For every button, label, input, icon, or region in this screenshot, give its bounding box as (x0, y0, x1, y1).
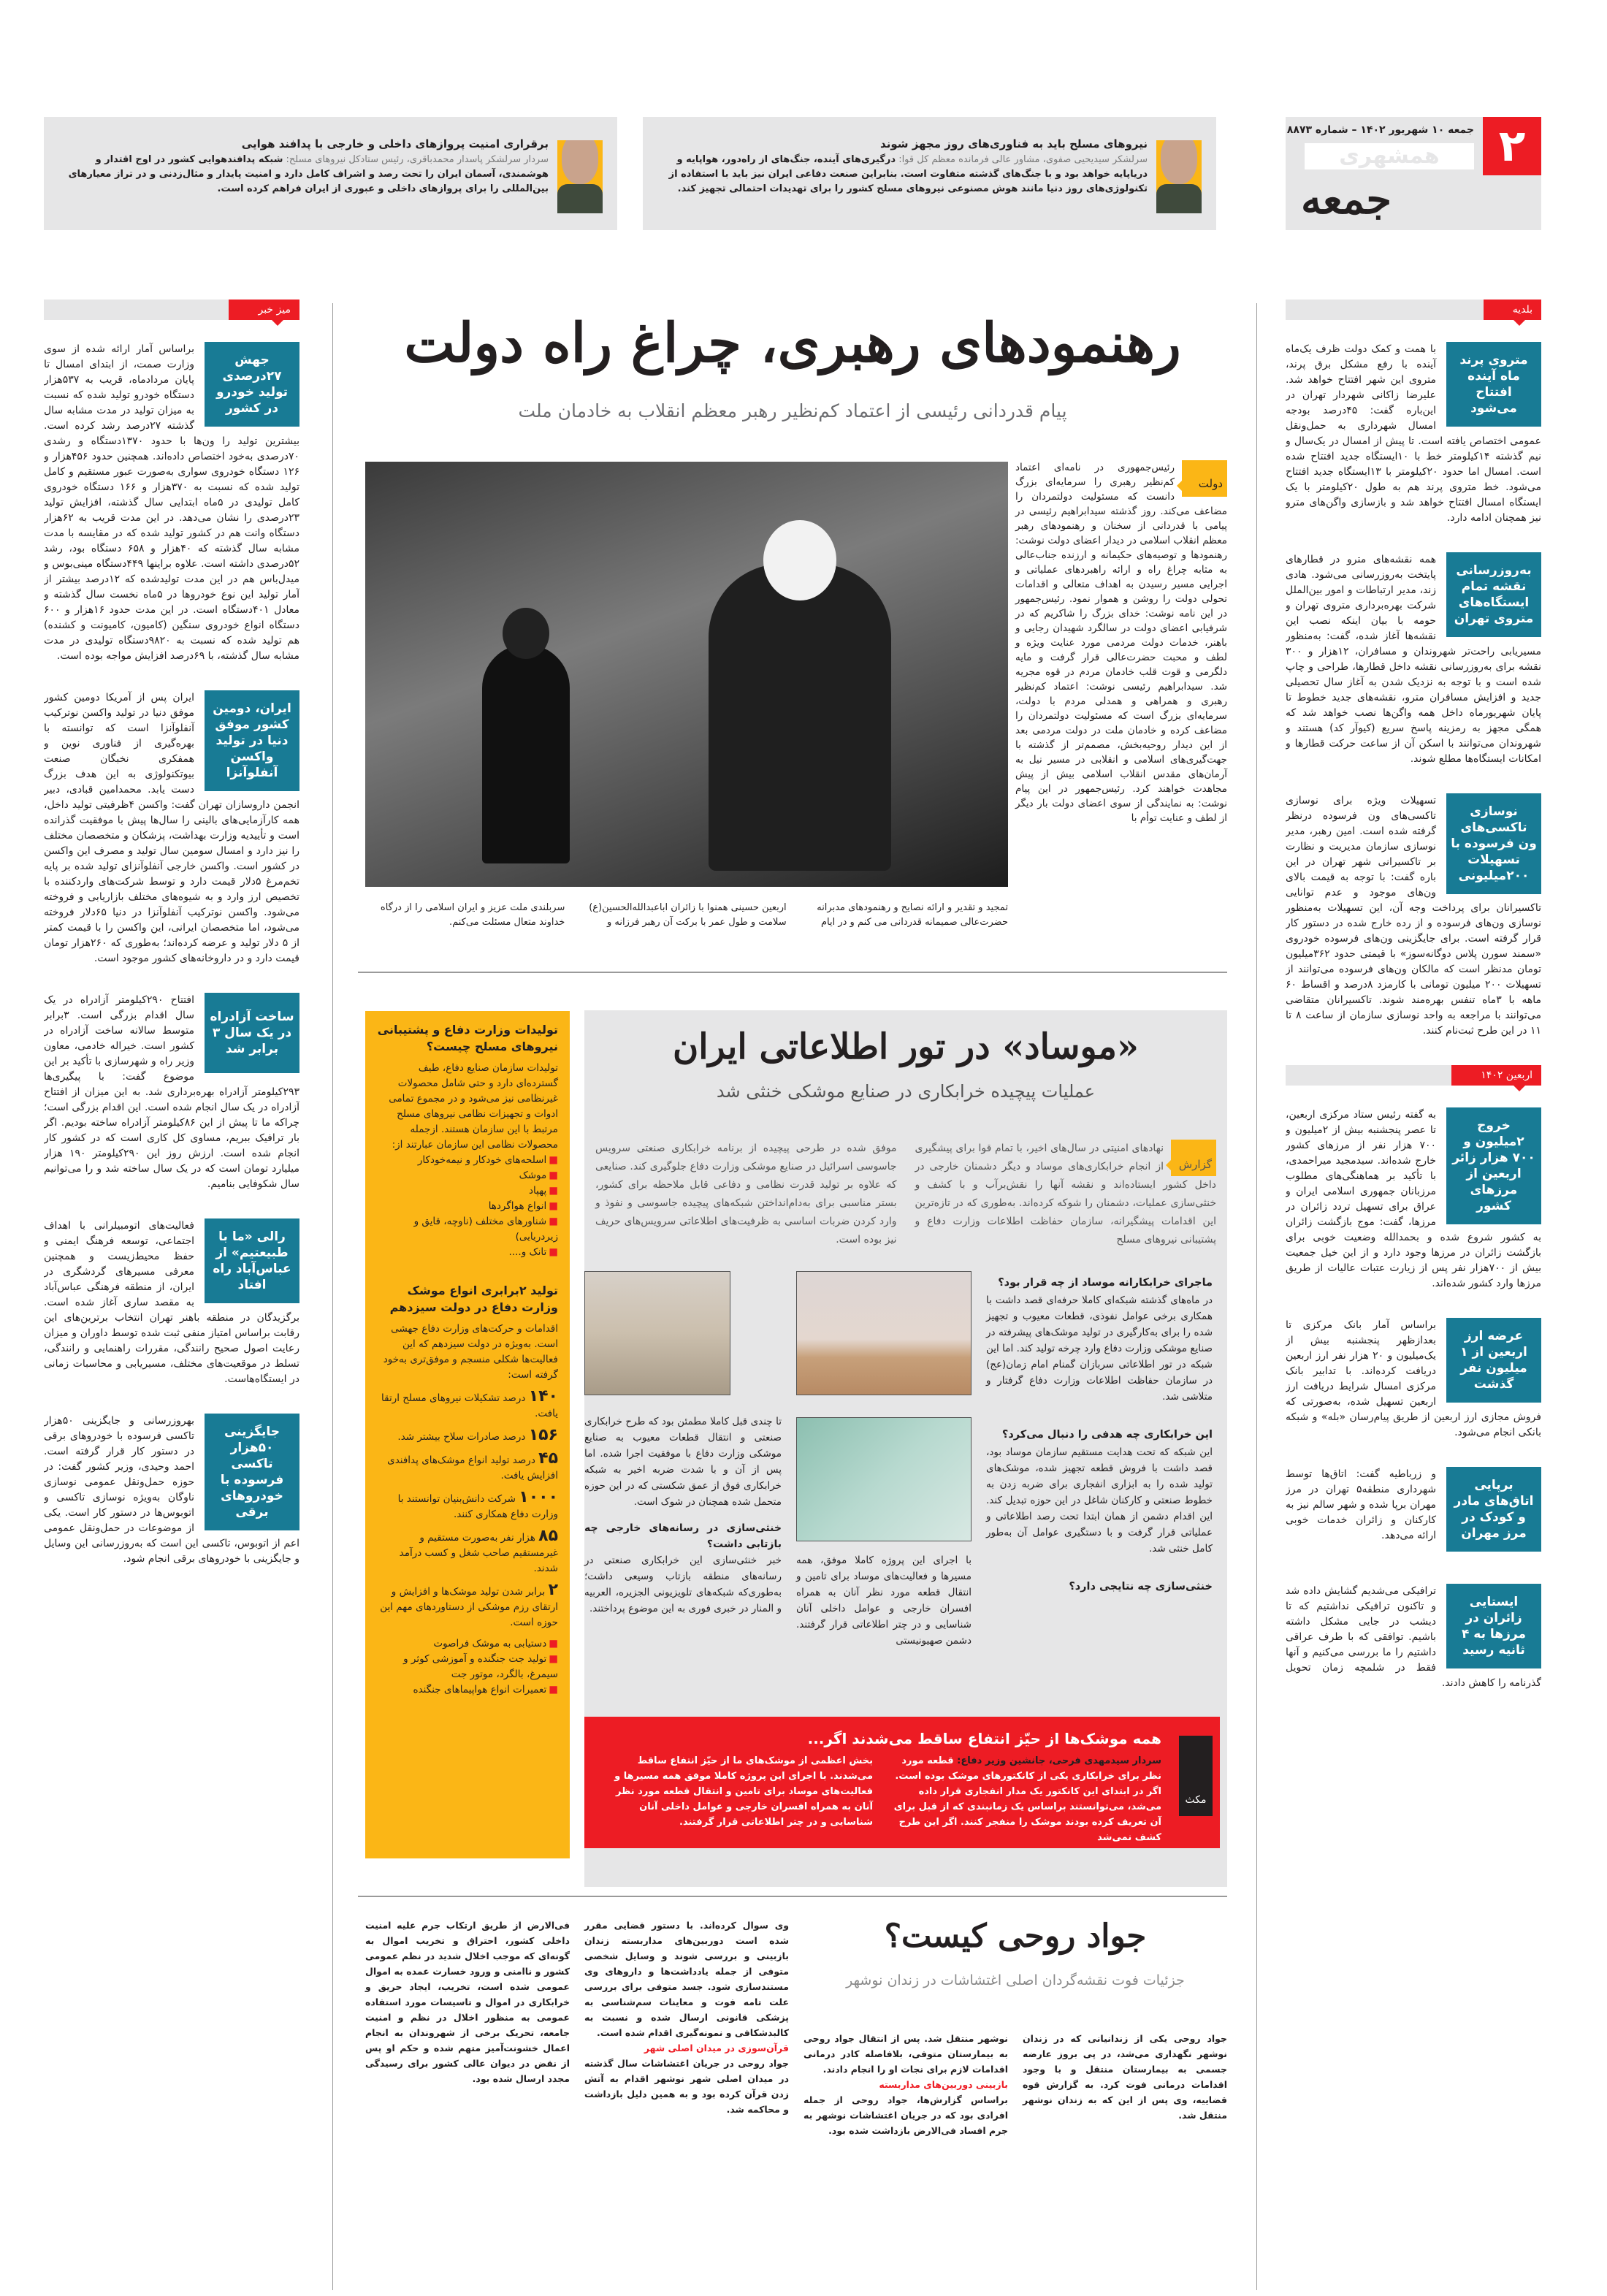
brief-body: فعالیت‌های اتومبیلرانی با اهداف اجتماعی، توسعه فرهنگ ایمنی و حفظ محیط‌زیست و همچنین معرفی مسیرهای گردشگری در ایران، از منطقه فرهنگی عباس‌آباد به مقصد ساری آغاز شده است. برگزیدگان در منطقه باهنر تهران انتخاب برترین‌های این رقابت براساس امتیاز منفی ثبت شده توسط داوران و میزان رعایت اصول صحیح رانندگی، مقررات راهنمایی و رانندگی، تسلط در موقعیت‌های مختلف، مسیریابی و محاسبات زمانی در ایستگاه‌هاست. (44, 1220, 299, 1385)
right-column (1286, 300, 1541, 1717)
mokth-box: مکث همه موشک‌ها از حیّز انتفاع ساقط می‌شدند اگر... سردار سیدمهدی فرحی، جانشین وزیر دفاع: قطعه مورد نظر برای خرابکاری یکی از کانکتورهای موشک بوده است. اگر در ابتدای این کانکتور یک مدار انفجاری قرار داده می‌شد، می‌توانستند براساس یک زمانبندی که از قبل برای آن تعریف کرده بودند موشک را منفجر کنند. اگر این طرح کشف نمی‌شد بخش اعظمی از موشک‌های ما از حیّز انتفاع ساقط می‌شدند. با اجرای این پروژه کاملا موفق همه مسیرها و فعالیت‌های موساد برای تامین و انتقال قطعه مورد نظر آنان به همراه افسران خارجی و عوامل داخلی آنان شناسایی و در چتر اطلاعاتی قرار گرفتند. (584, 1717, 1220, 1848)
missile-launch-photo (796, 1271, 972, 1395)
lead-text: رئیس‌جمهوری در نامه‌ای اعتماد کم‌نظیر رهبری را سرمایه‌ای بزرگ دانست که مسئولیت دولتمردان را مضاعف می‌کند. روز گذشته سیدابراهیم رئیسی در پیامی با قدردانی از سخنان و رهنمودهای رهبر معظم انقلاب اسلامی در دیدار اعضای دولت نوشت: رهنمودها و توصیه‌های حکیمانه و ارزنده جناب‌عالی به مثابه چراغ راه و ارائه راهبردهای عملیاتی و اجرایی مسیر رسیدن به اهداف متعالی و اقدامات تحولی دولت را روشن و هموار نمود. رئیس‌جمهور در این نامه نوشت: خدای بزرگ را شاکریم که در شرفیابی اعضای دولت در سالگرد شهیدان رجایی و باهنر، خدمات دولت مردمی مورد عنایت ویژه و لطف و محبت حضرت‌عالی قرار گرفت و مایه دلگرمی و قوت قلب خادمان مردم در قوه مجریه شد. سیدابراهیم رئیسی نوشت: اعتماد کم‌نظیر رهبری و همراهی و همدلی مردم با دولت، سرمایه‌ای بزرگ است که مسئولیت دولتمردان را مضاعف کرده و خادمان ملت در دولت مردمی بعد از این دیدار روحیه‌بخش، مصمم‌تر از گذشته با جهت‌گیری‌های اسلامی و انقلابی در مسیر نیل به آرمان‌های مقدس انقلاب اسلامی بیش از پیش مجاهدت خواهند کرد. رئیس‌جمهور در این پیام نوشت: به نمایندگی از سوی اعضای دولت بار دیگر از لطف و عنایت توأم با (1015, 462, 1227, 824)
stat-item: ۱۵۶ درصد صادرات سلاح بیشتر شد. (397, 1426, 558, 1444)
column-divider (332, 303, 333, 2290)
news-brief (1286, 342, 1541, 526)
stat-item: ۴۵ درصد تولید انواع موشک‌های پدافندی افزایش یافت. (387, 1449, 558, 1481)
lead-photo (365, 462, 1008, 887)
list-item: ■ پهپاد (377, 1183, 558, 1199)
quote-headline: نیروهای مسلح باید به فناوری‌های روز مجهز شوند (880, 137, 1148, 150)
brief-body: با همت و کمک دولت ظرف یک‌ماه آینده با رفع مشکل برق پرند، متروی این شهر افتتاح خواهد شد. علیرضا زاکانی شهردار تهران در این‌باره گفت: ۴۵درصد بودجه امسال شهرداری به حمل‌ونقل عمومی اختصاص یافته است. تا پیش از امسال در یک‌سال و نیم گذشته ۱۴کیلومتر خط با ۱۰ایستگاه جدید افتتاح شده است. امسال اما حدود ۲۰کیلومتر با ۱۳ایستگاه جدید افتتاح می‌شود. خط متروی پرند هم به طول ۲۰کیلومتر با یک ایستگاه امسال افتتاح خواهد شد و بازسازی واگن‌های مترو نیز همچنان ادامه دارد. (1286, 343, 1541, 524)
quote-box-safavi (643, 117, 1216, 230)
lead-continuation (365, 901, 1008, 930)
brief-title: نوسازی تاکسی‌های ون فرسوده با تسهیلات ۲۰۰میلیونی (1446, 793, 1541, 894)
portrait-photo (557, 140, 603, 213)
missile-trucks-photo (584, 1271, 730, 1395)
quote-box-bagheri (44, 117, 617, 230)
list-item: ■ انواع هواگردها (377, 1199, 558, 1214)
news-brief (1286, 552, 1541, 767)
qa-answer: در ماه‌های گذشته شبکه‌ای کاملا حرفه‌ای قصد داشت با همکاری برخی عوامل نفوذی، قطعات معیوب و تجهیز شده را برای به‌کارگیری در تولید موشک‌های پیشرفته در صنایع موشکی وزارت دفاع وارد چرخه تولید کند. اما این شبکه در تور اطلاعاتی سربازان گمنام امام زمان(عج) در سازمان حفاظت اطلاعات وزارت دفاع گرفتار و متلاشی شد. (986, 1294, 1213, 1403)
list-item: ■ دستیابی به موشک فراصوت (377, 1636, 558, 1652)
rouhi-column: فی‌الارض از طریق ارتکاب جرم علیه امنیت داخلی کشور، احتراق و تخریب اموال به گونه‌ای که موجب اخلال شدید در نظم عمومی کشور و ناامنی و ورود خسارت عمده به اموال عمومی شده است، تخریب، ایجاد حریق و خرابکاری در اموال و تاسیسات مورد استفاده عمومی به منظور اخلال در نظم و امنیت جامعه، تحریک برخی از شهروندان به انجام اعمال خشونت‌آمیز متهم شده و حکم او پس از نقض در دیوان عالی کشور برای رسیدگی مجدد ارسال شده بود. (365, 1920, 570, 2084)
date-line: جمعه ۱۰ شهریور ۱۴۰۲ – شماره ۸۸۷۳ (1286, 124, 1474, 136)
section-tag: مکث (1179, 1736, 1213, 1816)
brief-body: افتتاح ۲۹۰کیلومتر آزادراه در یک سال اقدام بزرگی است. ۳برابر متوسط سالانه ساخت آزادراه در کشور است. خیراله خادمی، معاون وزیر راه و شهرسازی با تأکید بر این موضوع گفت: با پیگیری‌ها ۲۹۳کیلومتر آزادراه بهره‌برداری شد. به این میزان از افتتاح آزادراه در یک سال انجام شده است. این اقدام بزرگی است؛ چراکه ما تا پیش از این ۸۶کیلومتر آزادراه ساخته بودیم. اگر بار ترافیک ببریم، مساوی کل کاری است که در کشور کار انجام شده است. ارزش روز این ۲۹۰کیلومتر ۱۹۰ هزار میلیارد تومان است که در یک سال ساخته شد و را می‌توانیم سال شکوفایی بنامیم. (44, 994, 299, 1190)
list-item: ■ موشک (377, 1168, 558, 1183)
qa-question: ماجرای خرابکارانه موساد از چه قرار بود؟ (998, 1277, 1213, 1289)
list-item: ■ تولید جت جنگنده و آموزشی کوثر و سیمرغ، بالگرد، موتور جت (377, 1652, 558, 1682)
quote-speaker: سردار سرلشکر پاسدار محمدباقری، رئیس ستادکل نیروهای مسلح: (286, 154, 549, 165)
column-subhead: قرآن‌سوزی در میدان اصلی شهر (644, 2043, 789, 2053)
brief-title: جهش ۲۷درصدی تولید خودرو در کشور (205, 342, 299, 427)
brief-title: ساخت آزادراه در یک سال ۳ برابر شد (205, 993, 299, 1073)
quote-speaker: سرلشکر سیدیحیی صفوی، مشاور عالی فرمانده معظم کل قوا: (898, 154, 1148, 165)
brief-title: جایگزینی ۵۰هزار تاکسی فرسوده با خودروهای برقی (205, 1414, 299, 1530)
divider (358, 972, 1227, 973)
stat-item: ۲ برابر شدن تولید موشک‌ها و افزایش و ارتقای رزم موشکی از دستاوردهای مهم این حوزه است. (380, 1581, 558, 1628)
portrait-photo (1156, 140, 1202, 213)
box-speaker: سردار سیدمهدی فرحی، جانشین وزیر دفاع: (957, 1755, 1161, 1766)
news-brief (1286, 1584, 1541, 1691)
continuation-text: سربلندی ملت عزیز و ایران اسلامی را از درگاه خداوند متعال مسئلت می‌کنم. (380, 902, 565, 928)
brief-body: تسهیلات ویژه برای نوسازی تاکسی‌های ون فرسوده درنظر گرفته شده است. امین رهبر، مدیر نوسازی سازمان مدیریت و نظارت بر تاکسیرانی شهر تهران در این باره گفت: با توجه به قیمت بالای ون‌های موجود و عدم توانایی تاکسیرانان برای پرداخت وجه آن، این تسهیلات به‌منظور نوسازی ون‌های فرسوده و از رده خارج شده در دستور کار قرار گرفته است. برای جایگزینی ون‌های فرسوده خودروی «سمند سورن پلاس دوگانه‌سوز» با قیمتی حدود ۳۶۲میلیون تومان مدنظر است که مالکان ون‌های فرسوده می‌توانند از تسهیلات ۲۰۰ میلیون تومانی با کارمزد ۸درصد و اقساط ۶۰ ماهه با ۳ماه تنفس بهره‌مند شوند. تاکسیرانان متقاضی می‌توانند با مراجعه به واحد نوسازی سازمان از ساعت ۸ تا ۱۱ در این طرح ثبت‌نام کنند. (1286, 795, 1541, 1037)
brief-body: بهروزرسانی و جایگزینی ۵۰هزار تاکسی فرسوده با خودروهای برقی در دستور کار قرار گرفته است. احمد وحیدی، وزیر کشور گفت: در حوزه حمل‌ونقل عمومی نوسازی ناوگان به‌ویژه نوسازی تاکسی و اتوبوس‌ها در دستور کار است. یکی از موضوعات در حمل‌ونقل عمومی اعم از اتوبوس، تاکسی این است که به‌روزرسانی این وسایل و جایگزینی با خودروهای برقی انجام شود. (44, 1415, 299, 1565)
brief-body: ایران پس از آمریکا دومین کشور موفق دنیا در تولید واکسن نوترکیب آنفلوآنزا است که توانسته با بهره‌گیری از فناوری نوین و همفکری نخبگان صنعت بیوتکنولوژی به این هدف بزرگ دست یابد. محمدامین قبادی، دبیر انجمن داروسازان تهران گفت: واکسن ۴ظرفیتی تولید داخل، همه کارآزمایی‌های بالینی را سال‌ها پیش با موفقیت گذرانده است و تأییدیه وزارت بهداشت، پزشکان و متخصصان مختلف را نیز دارد و امسال سومین سال تولید و مصرف این واکسن در کشور است. واکسن خارجی آنفلوآنزای تولید شده بر پایه تخم‌مرغ ۵دلار قیمت دارد و توسط شرکت‌های واردکننده با تخصیص ارز وارد و به شیوه‌های مختلف بازاریابی و فروخته می‌شود. واکسن نوترکیب آنفلوآنزا در دنیا ۶۵دلار فروخته می‌شود، اما متخصصان ایرانی، این واکسن را با قیمت کمتر از ۵ دلار تولید و عرضه کرده‌اند؛ به‌طوری که ۲۶۰هزار تومان قیمت دارد و در داروخانه‌های کشور موجود است. (44, 692, 299, 964)
stat-item: ۱۰۰۰ شرکت دانش‌بنیان توانستند با وزارت دفاع همکاری کنند. (397, 1488, 558, 1520)
brief-title: عرضه ارز اربعین از ۱ میلیون نفر گذشت (1446, 1318, 1541, 1403)
circuit-board-photo (796, 1417, 972, 1541)
continuation-text: تمجید و تقدیر و ارائه نصایح و رهنمودهای مدبرانه حضرت‌عالی صمیمانه قدردانی می کنم و در ایام (817, 902, 1008, 928)
left-column (44, 300, 299, 1593)
news-brief (44, 342, 299, 664)
rouhi-column: نوشهر منتقل شد. پس از انتقال جواد روحی به بیمارستان متوفی، بلافاصله کادر درمانی اقدامات لازم برای نجات او را انجام دادند. بازبینی دوربین‌های مداربسته براساس گزارش‌ها، جواد روحی از جمله افرادی بود که در جریان اغتشاشات نوشهر به جرم افساد فی‌الارض بازداشت شده بود. (804, 2033, 1008, 2136)
brief-title: خروج ۲میلیون و ۷۰۰ هزار زائر اربعین از مرزهای کشور (1446, 1107, 1541, 1224)
list-item: ■ تعمیرات انواع هواپیماهای جنگنده (377, 1682, 558, 1698)
stat-item: ۸۵ هزار نفر به‌صورت مستقیم و غیرمستقیم صاحب شغل و کسب درآمد شدند. (399, 1527, 558, 1574)
list-item: ■ اسلحه‌های خودکار و نیمه‌خودکار (377, 1153, 558, 1168)
news-brief (44, 690, 299, 966)
brief-title: رالی «ما با طبیعتیم» از عباس‌آباد راه افتاد (205, 1218, 299, 1303)
mossad-headline: «موساد» در تور اطلاعاتی ایران (672, 1026, 1140, 1067)
list-item: ■ تانک و.... (377, 1245, 558, 1260)
column-divider (1256, 303, 1257, 2290)
quote-headline: برقراری امنیت پروازهای داخلی و خارجی با پدافند هوایی (241, 137, 549, 150)
brief-body: براساس آمار ارائه شده از سوی وزارت صمت، از ابتدای امسال تا پایان مردادماه، قریب به ۵۳۷هزار دستگاه خودرو تولید شده که نسبت به میزان تولید در مدت مشابه سال گذشته ۲۷درصد رشد کرده است. بیشترین تولید را ون‌ها با حدود ۱۳۷۰دستگاه و رشدی ۷۰درصدی به‌خود اختصاص داده‌اند. همچنین حدود ۴۵۶هزار و ۱۲۶ دستگاه خودروی سواری به‌صورت عبور مستقیم و کامل تولید شده که نسبت به ۳۷۰هزار و ۱۶۶ دستگاه خودروی کامل تولیدی در ۵ماه ابتدایی سال گذشته، افزایش تولید ۲۳درصدی را نشان می‌دهد. در این مدت قریب به ۶۲هزار دستگاه وانت هم در کشور تولید شده که در مقایسه با مدت مشابه سال گذشته که ۴۰هزار و ۶۵۸ دستگاه بود، رشد ۵۲درصدی داشته است. علاوه براینها ۴۴۹دستگاه مینی‌بوس و میدل‌باس هم در این مدت تولیدشده که ۱۲درصد بیشتر از آمار تولید این نوع خودروها در ۵ماه نخست سال گذشته و معادل ۴۰۱دستگاه است. در این مدت حدود ۱۶هزار و ۶۰۰ دستگاه انواع خودروی سنگین (کامیون، کامیونت و کشنده) هم تولید شده که نسبت به ۹۸۲۰دستگاه تولیدی در مدت مشابه سال گذشته، با ۶۹درصد افزایش مواجه بوده است. (44, 343, 299, 662)
rouhi-column: وی سوال کرده‌اند. با دستور قضایی مقرر شده است دوربین‌های مداربسته زندان بازبینی و بررسی شوند و وسایل شخصی متوفی از جمله یادداشت‌ها و داروهای وی مستندسازی شود. جسد متوفی برای بررسی علت تامه فوت و معاینات سم‌شناسی به پزشکی قانونی ارسال شده و نسبت به کالبدشکافی و نمونه‌گیری اقدام شده است. قرآن‌سوزی در میدان اصلی شهر جواد روحی در جریان اغتشاشات سال گذشته در میدان اصلی شهر نوشهر اقدام به آتش زدن قرآن کرده بود و به همین دلیل بازداشت و محاکمه شد. (584, 1920, 789, 2115)
sidebar-text: اقدامات و حرکت‌های وزارت دفاع جهشی است. به‌ویژه در دولت سیزدهم که این فعالیت‌ها شکلی منسجم و موفق‌تری به‌خود گرفته است: (383, 1323, 558, 1381)
edition-name: جمعه (1300, 175, 1392, 224)
page-number: ۲ (1483, 117, 1541, 175)
quote-body: شبکه پدافندهوایی کشور در اوج اقتدار و هوشمندی، آسمان ایران را تحت رصد و اشراف کامل دارد و امنیت پایدار و مثال‌زدنی و در تراز معیارهای بین‌المللی را برای پروازهای داخلی و عبوری از ایران فراهم کرده است. (68, 154, 549, 194)
lead-body (1015, 460, 1227, 825)
divider (358, 1896, 1227, 1897)
sidebar-title: تولید ۲برابری انواع موشک وزارت دفاع در دولت سیزدهم (389, 1284, 558, 1314)
continuation-text: اربعین حسینی همنوا با زائران اباعبدالله‌الحسین(ع) سلامت و طول عمر با برکت آن رهبر فرزانه و (589, 902, 787, 928)
qa-answer: این شبکه که تحت هدایت مستقیم سازمان موساد بود، قصد داشت با فروش قطعه تجهیز شده، موشک‌های تولید شده را به ابزاری انفجاری برای ضربه زدن به خطوط صنعتی و کارکنان شاغل در این حوزه تبدیل کند. این اقدام دشمن از همان ابتدا تحت رصد اطلاعاتی و عملیاتی قرار گرفت و با دستگیری عوامل آن به‌طور کامل خنثی شد. (986, 1446, 1213, 1555)
mossad-column: تا چندی قبل کاملا مطمئن بود که طرح خرابکاری صنعتی و انتقال قطعات معیوب به صنایع موشکی وزارت دفاع با موفقیت اجرا شده. اما پس از آن و با شدت ضربه اخیر به شبکه خرابکاری فوق از عمق شکستی که در این حوزه متحمل شده همچنان در شوک است. خنثی‌سازی در رسانه‌های خارجی چه بازتابی داشت؟ خبر خنثی‌سازی این خرابکاری صنعتی در رسانه‌های منطقه بازتاب وسیعی داشت؛ به‌طوری‌که شبکه‌های تلویزیونی الجزیره، العربیه و المنار در خبری فوری به این موضوع پرداختند. (584, 1416, 782, 1614)
brief-body: براساس آمار بانک مرکزی تا بعدازظهر پنجشنبه بیش از یک‌میلیون و ۲۰ هزار نفر ارز اربعین دریافت کرده‌اند. با تدابیر بانک مرکزی امسال شرایط دریافت ارز اربعین تسهیل شده، به‌صورتی که فروش مجازی ارز اربعین از طریق پیام‌رسان «بله» و شبکه بانکی انجام می‌شود. (1286, 1319, 1541, 1438)
section-label: بلدیه (1286, 300, 1541, 320)
masthead (1286, 117, 1541, 230)
news-brief (1286, 1318, 1541, 1441)
box-text: بخش اعظمی از موشک‌های ما از حیّز انتفاع ساقط می‌شدند. با اجرای این پروژه کاملا موفق همه مسیرها و فعالیت‌های موساد برای تامین و انتقال قطعه مورد نظر آنان به همراه افسران خارجی و عوامل داخلی آنان شناسایی و در چتر اطلاعاتی قرار گرفتند. (614, 1755, 873, 1828)
section-tag: گزارش (1171, 1140, 1216, 1176)
news-brief (1286, 793, 1541, 1039)
brief-title: متروی پرند ماه آینده افتتاح می‌شود (1446, 342, 1541, 427)
rouhi-subheadline: جزئیات فوت نقشه‌گردان اصلی اغتشاشات در زندان نوشهر (846, 1972, 1185, 1988)
rouhi-headline: جواد روحی کیست؟ (884, 1918, 1147, 1955)
brief-title: ایستایی زائران در مرزها به ۴ ثانیه رسید (1446, 1584, 1541, 1668)
section-label: میز خبر (44, 300, 299, 320)
qa-question: خنثی‌سازی چه نتایجی دارد؟ (1069, 1581, 1213, 1593)
news-brief (44, 993, 299, 1192)
newspaper-logo: همشهری (1305, 143, 1474, 169)
brief-body: همه نقشه‌های مترو در قطارهای پایتخت به‌روزرسانی می‌شود. هادی زند، مدیر ارتباطات و امور بین‌الملل شرکت بهره‌برداری متروی تهران و حومه با بیان اینکه نصب این نقشه‌ها آغاز شده، گفت: به‌منظور مسیریابی راحت‌تر شهروندان و مسافران، ۱۲هزار و ۳۰۰ نقشه برای به‌روزرسانی نقشه داخل قطارها، طراحی و چاپ شده است و با توجه به نزدیک شدن به آغاز سال تحصیلی جدید و افزایش مسافران مترو، نقشه‌های جدید خطوط تا پایان شهریورماه داخل همه واگن‌ها نصب خواهد شد که همگی مجهز به رمزینه پاسخ سریع (کیوآر کد) هستند و شهروندان می‌توانند با اسکن آن از ساعت حرکت قطارها و امکانات ایستگاه‌ها مطلع شوند. (1286, 554, 1541, 765)
news-brief (44, 1218, 299, 1387)
section-tag: دولت (1182, 460, 1227, 497)
mossad-intro (595, 1140, 1216, 1249)
section-label: اربعین ۱۴۰۲ (1286, 1065, 1541, 1086)
intro-text: نهادهای امنیتی در سال‌های اخیر، با تمام قوا برای پیشگیری از انجام خرابکاری‌های موساد و دیگر دشمنان خارجی در داخل کشور ایستاده‌اند و نقشه آنها را نقش‌برآب و با کشف و خنثی‌سازی عملیات، دشمنان را شوکه کرده‌اند. به‌طوری که در تازه‌ترین این اقدامات پیشگیرانه، سازمان حفاظت اطلاعات وزارت دفاع و پشتیبانی نیروهای مسلح (915, 1143, 1216, 1246)
defense-sidebar (365, 1011, 570, 1858)
column-subhead: بازبینی دوربین‌های مداربسته (879, 2079, 1008, 2090)
news-brief (1286, 1467, 1541, 1557)
rouhi-column: جواد روحی یکی از زندانیانی که در زندان نوشهر نگهداری می‌شد، در پی بروز عارضه جسمی به بیمارستان منتقل و با وجود اقدامات درمانی فوت کرد. به گزارش قوه قضاییه، وی پس از این که به زندان نوشهر منتقل شد. (1023, 2033, 1227, 2121)
brief-title: برپایی اتاق‌های مادر و کودک در مرز مهران (1446, 1467, 1541, 1552)
mossad-column: با اجرای این پروژه کاملا موفق، همه مسیرها و فعالیت‌های موساد برای تامین و انتقال قطعه مورد نظر آنان به همراه افسران خارجی و عوامل داخلی آنان شناسایی و در چتر اطلاعاتی قرار گرفتند. دشمن صهیونیستی (796, 1555, 972, 1647)
lead-headline: رهنمودهای رهبری، چراغ راه دولت (404, 312, 1181, 375)
sidebar-title: تولیدات وزارت دفاع و پشتیبانی نیروهای مسلح چیست؟ (377, 1023, 558, 1053)
sidebar-text: تولیدات سازمان صنایع دفاع، طیف گسترده‌ای دارد و حتی شامل محصولات غیرنظامی نیز می‌شود و در مجموع تمامی ادوات و تجهیزات نظامی نیروهای مسلح مرتبط با این سازمان هستند. ازجمله محصولات نظامی این سازمان عبارتند از: (389, 1062, 558, 1151)
qa-question: این خرابکاری چه هدفی را دنبال می‌کرد؟ (1001, 1429, 1213, 1441)
brief-body: ترافیکی می‌شدیم گشایش داده شد و تاکنون ترافیکی نداشتیم که تا دیشب در جایی مشکل داشته باشیم. توافقی که با طرف عراقی داشتیم را ما بررسی می‌کنیم و آنها فقط در شلمچه زمان تحویل گذرنامه را کاهش دادند. (1286, 1585, 1541, 1689)
stat-item: ۱۴۰ درصد تشکیلات نیروهای مسلح ارتقا یافت. (381, 1387, 558, 1419)
mossad-qa (986, 1267, 1213, 1596)
lead-subheadline: پیام قدردانی رئیسی از اعتماد کم‌نظیر رهبر معظم انقلاب به خادمان ملت (518, 400, 1067, 422)
news-brief (44, 1414, 299, 1567)
column-subhead: خنثی‌سازی در رسانه‌های خارجی چه بازتابی داشت؟ (584, 1522, 782, 1550)
brief-body: و زرباطیه گفت: اتاق‌ها توسط شهرداری منطقه۵ تهران در مرز مهران برپا شده و شهر سالم نیز به کارکنان و زائران خدمات خوبی ارائه می‌دهد. (1286, 1468, 1437, 1541)
intro-text: موفق شده در طرحی پیچیده از برنامه خرابکاری صنعتی سرویس جاسوسی اسرائیل در صنایع موشکی وزارت دفاع جلوگیری کند. صنایعی که علاوه بر تولید قدرت نظامی و دفاعی قابل ملاحظه برای کشور، بستر مناسبی برای به‌دام‌انداختن شبکه‌های پیچیده جاسوسی و نفوذ و وارد کردن ضربات اساسی به ظرفیت‌های اطلاعاتی سرویس‌های حریف نیز بوده است. (595, 1143, 897, 1246)
box-title: همه موشک‌ها از حیّز انتفاع ساقط می‌شدند اگر... (807, 1730, 1161, 1747)
brief-body: به گفته رئیس ستاد مرکزی اربعین، تا عصر پنجشنبه بیش از ۲میلیون و ۷۰۰ هزار نفر از مرزهای کشور خارج شده‌اند. سیدمجید میراحمدی، با تأکید بر هماهنگی‌های مطلوب مرزبانان جمهوری اسلامی ایران و عراق برای تسهیل تردد زائران در مرزها، گفت: موج بازگشت زائران به کشور شروع شده و بحمدالله وضعیت خوبی برای بازگشت زائران در مرزها وجود دارد و از این خیل جمعیت بیش از ۷۰۰هزار نفر پس از زیارت عتبات عالیات از طریق مرزها وارد کشور شده‌اند. (1286, 1109, 1541, 1289)
news-brief (1286, 1107, 1541, 1292)
mossad-subheadline: عملیات پیچیده خرابکاری در صنایع موشکی خنثی شد (716, 1081, 1096, 1102)
quote-body: درگیری‌های آینده، جنگ‌های از راه‌دور، هواپایه و دریاپایه خواهد بود و با جنگ‌های گذشته متفاوت است. بنابراین صنعت دفاعی ایران نیز باید با استفاده از تکنولوژی‌های روز دنیا مانند هوش مصنوعی نیروهای مسلح کشور را برای تهدیدات احتمالی تجهیز کند. (668, 154, 1148, 194)
list-item: ■ شناورهای مختلف (ناوچه، قایق و زیردریایی) (377, 1214, 558, 1245)
brief-title: ایران، دومین کشور موفق دنیا در تولید واکسن آنفلوآنزا (205, 690, 299, 791)
brief-title: به‌روزرسانی نقشه تمام ایستگاه‌های متروی تهران (1446, 552, 1541, 637)
